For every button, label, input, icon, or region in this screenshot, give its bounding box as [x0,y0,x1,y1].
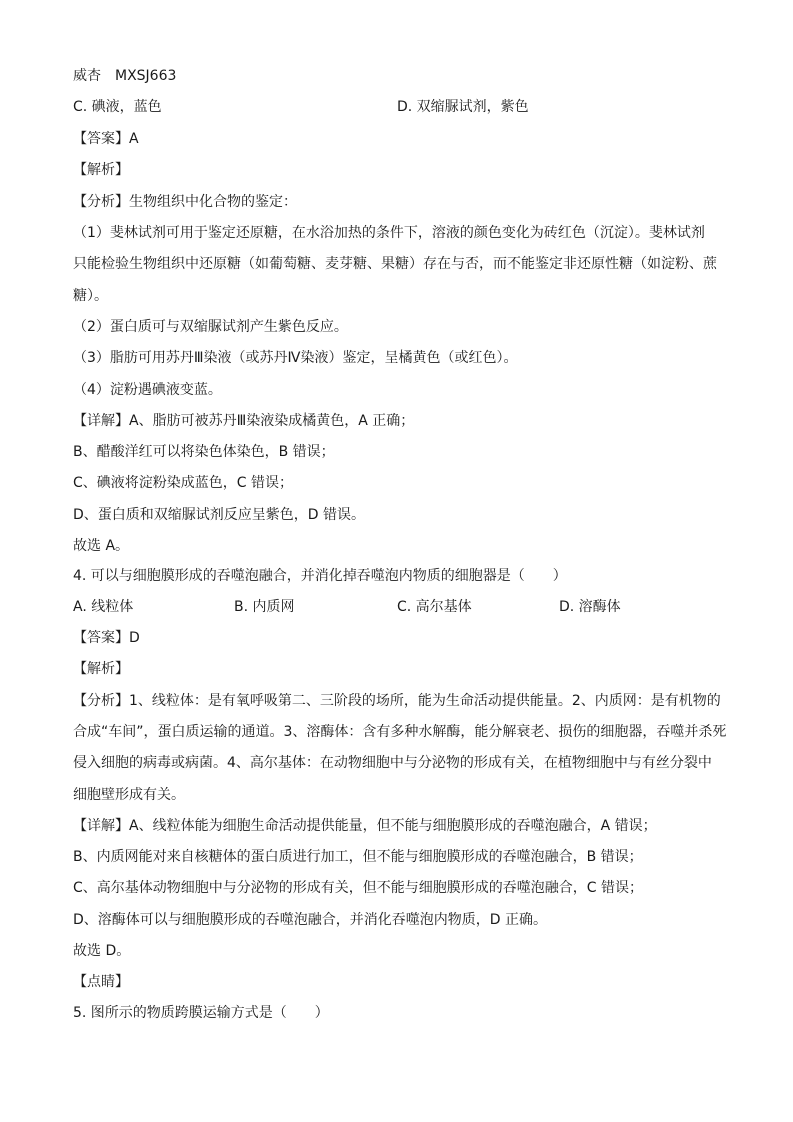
analysis-point-4: （4）淀粉遇碘液变蓝。 [73,382,222,398]
q4-analysis-2: 合成“车间”，蛋白质运输的通道。3、溶酶体：含有多种水解酶，能分解衰老、损伤的细胞器，吞噬并杀死 [73,724,727,740]
q4-option-d: D. 溶酶体 [559,599,621,615]
analysis-intro: 【分析】生物组织中化合物的鉴定： [73,194,297,210]
q4-analysis-heading: 【解析】 [73,661,129,677]
q4-option-c: C. 高尔基体 [397,599,472,615]
q4-analysis-3: 侵入细胞的病毒或病菌。4、高尔基体：在动物细胞中与分泌物的形成有关，在植物细胞中与有丝分裂中 [73,755,712,771]
analysis-point-3: （3）脂肪可用苏丹Ⅲ染液（或苏丹Ⅳ染液）鉴定，呈橘黄色（或红色）。 [73,350,518,366]
option-c: C. 碘液，蓝色 [73,99,162,115]
q4-detail-c: C、高尔基体动物细胞中与分泌物的形成有关，但不能与细胞膜形成的吞噬泡融合，C 错误； [73,880,643,896]
header-note: 威杏 MXSJ663 [73,68,177,84]
detail-a: 【详解】A、脂肪可被苏丹Ⅲ染液染成橘黄色，A 正确； [73,413,415,429]
q4-option-b: B. 内质网 [234,599,295,615]
choose-answer: 故选 A。 [73,538,130,554]
analysis-point-1-cont: 只能检验生物组织中还原糖（如葡萄糖、麦芽糖、果糖）存在与否，而不能鉴定非还原性糖（如淀粉、蔗 [73,256,717,272]
analysis-point-1-end: 糖）。 [73,288,108,304]
question-5: 5. 图所示的物质跨膜运输方式是（ ） [73,1005,329,1021]
comment-heading: 【点睛】 [73,974,129,990]
q4-detail-a: 【详解】A、线粒体能为细胞生命活动提供能量，但不能与细胞膜形成的吞噬泡融合，A 错误； [73,818,657,834]
q4-analysis-4: 细胞壁形成有关。 [73,787,185,803]
answer-label: 【答案】A [73,131,139,147]
analysis-heading: 【解析】 [73,162,129,178]
detail-c: C、碘液将淀粉染成蓝色，C 错误； [73,475,294,491]
question-4: 4. 可以与细胞膜形成的吞噬泡融合，并消化掉吞噬泡内物质的细胞器是（ ） [73,568,567,584]
q4-choose-answer: 故选 D。 [73,943,131,959]
option-d: D. 双缩脲试剂，紫色 [397,99,529,115]
q4-analysis-1: 【分析】1、线粒体：是有氧呼吸第二、三阶段的场所，能为生命活动提供能量。2、内质网：是有机物的 [73,693,721,709]
q4-detail-b: B、内质网能对来自核糖体的蛋白质进行加工，但不能与细胞膜形成的吞噬泡融合，B 错误； [73,849,643,865]
analysis-point-1: （1）斐林试剂可用于鉴定还原糖，在水浴加热的条件下，溶液的颜色变化为砖红色（沉淀）。斐林试剂 [73,225,705,241]
detail-d: D、蛋白质和双缩脲试剂反应呈紫色，D 错误。 [73,507,366,523]
detail-b: B、醋酸洋红可以将染色体染色，B 错误； [73,444,335,460]
q4-detail-d: D、溶酶体可以与细胞膜形成的吞噬泡融合，并消化吞噬泡内物质，D 正确。 [73,912,548,928]
q4-answer-label: 【答案】D [73,630,140,646]
q4-option-a: A. 线粒体 [73,599,134,615]
analysis-point-2: （2）蛋白质可与双缩脲试剂产生紫色反应。 [73,319,348,335]
